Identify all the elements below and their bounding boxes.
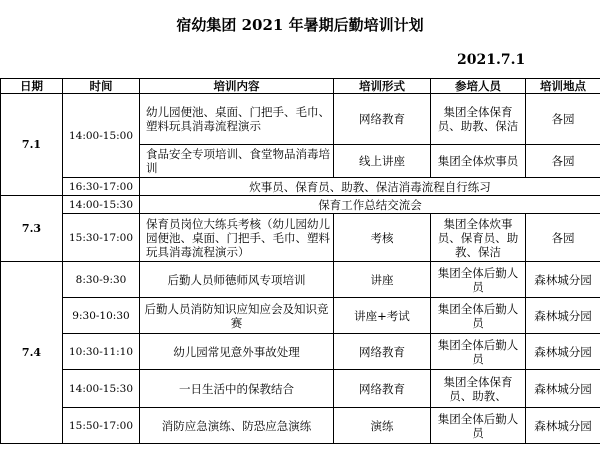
place-cell: 森林城分园 <box>526 262 600 298</box>
note-cell: 保育工作总结交流会 <box>140 196 600 214</box>
content-cell: 保育员岗位大练兵考核（幼儿园幼儿园便池、桌面、门把手、毛巾、塑料玩具消毒流程演示） <box>140 214 334 262</box>
place-cell: 森林城分园 <box>526 298 600 334</box>
form-cell: 线上讲座 <box>334 145 431 178</box>
content-cell: 幼儿园便池、桌面、门把手、毛巾、塑料玩具消毒流程演示 <box>140 94 334 145</box>
form-cell: 讲座 <box>334 262 431 298</box>
table-row <box>1 334 600 370</box>
form-cell: 网络教育 <box>334 370 431 408</box>
date-cell: 7.4 <box>1 262 63 444</box>
people-cell: 集团全体保育员、助教、保洁 <box>431 94 526 145</box>
place-cell: 森林城分园 <box>526 370 600 408</box>
content-cell: 幼儿园常见意外事故处理 <box>140 334 334 370</box>
time-cell: 15:30-17:00 <box>63 214 140 262</box>
header-row <box>1 79 600 94</box>
place-cell: 各园 <box>526 94 600 145</box>
header-people: 参培人员 <box>431 79 526 94</box>
people-cell: 集团全体后勤人员 <box>431 298 526 334</box>
people-cell: 集团全体后勤人员 <box>431 334 526 370</box>
table-row <box>1 178 600 196</box>
time-cell: 14:00-15:30 <box>63 370 140 408</box>
table-row <box>1 408 600 444</box>
date-cell: 7.3 <box>1 196 63 262</box>
time-cell: 16:30-17:00 <box>63 178 140 196</box>
form-cell: 考核 <box>334 214 431 262</box>
people-cell: 集团全体保育员、助教、 <box>431 370 526 408</box>
people-cell: 集团全体后勤人员 <box>431 262 526 298</box>
people-cell: 集团全体炊事员 <box>431 145 526 178</box>
note-cell: 炊事员、保育员、助教、保洁消毒流程自行练习 <box>140 178 600 196</box>
table-row <box>1 370 600 408</box>
table-row <box>1 262 600 298</box>
form-cell: 演练 <box>334 408 431 444</box>
content-cell: 消防应急演练、防恐应急演练 <box>140 408 334 444</box>
header-content: 培训内容 <box>140 79 334 94</box>
place-cell: 森林城分园 <box>526 334 600 370</box>
header-place: 培训地点 <box>526 79 600 94</box>
form-cell: 讲座+考试 <box>334 298 431 334</box>
people-cell: 集团全体炊事员、保育员、助教、保洁 <box>431 214 526 262</box>
form-cell: 网络教育 <box>334 334 431 370</box>
document-title: 宿幼集团 2021 年暑期后勤培训计划 <box>176 16 424 34</box>
content-cell: 食品安全专项培训、食堂物品消毒培训 <box>140 145 334 178</box>
time-cell: 9:30-10:30 <box>63 298 140 334</box>
header-date: 日期 <box>1 79 63 94</box>
place-cell: 各园 <box>526 145 600 178</box>
time-cell: 15:50-17:00 <box>63 408 140 444</box>
training-schedule-table <box>0 78 600 444</box>
table-row <box>1 94 600 145</box>
content-cell: 后勤人员消防知识应知应会及知识竞赛 <box>140 298 334 334</box>
table-row <box>1 298 600 334</box>
place-cell: 森林城分园 <box>526 408 600 444</box>
table-row <box>1 196 600 214</box>
date-cell: 7.1 <box>1 94 63 196</box>
content-cell: 后勤人员师德师风专项培训 <box>140 262 334 298</box>
table-row <box>1 214 600 262</box>
header-time: 时间 <box>63 79 140 94</box>
people-cell: 集团全体后勤人员 <box>431 408 526 444</box>
header-form: 培训形式 <box>334 79 431 94</box>
content-cell: 一日生活中的保教结合 <box>140 370 334 408</box>
time-cell: 8:30-9:30 <box>63 262 140 298</box>
time-cell: 14:00-15:00 <box>63 94 140 178</box>
document-date: 2021.7.1 <box>457 52 526 68</box>
place-cell: 各园 <box>526 214 600 262</box>
form-cell: 网络教育 <box>334 94 431 145</box>
time-cell: 10:30-11:10 <box>63 334 140 370</box>
time-cell: 14:00-15:30 <box>63 196 140 214</box>
